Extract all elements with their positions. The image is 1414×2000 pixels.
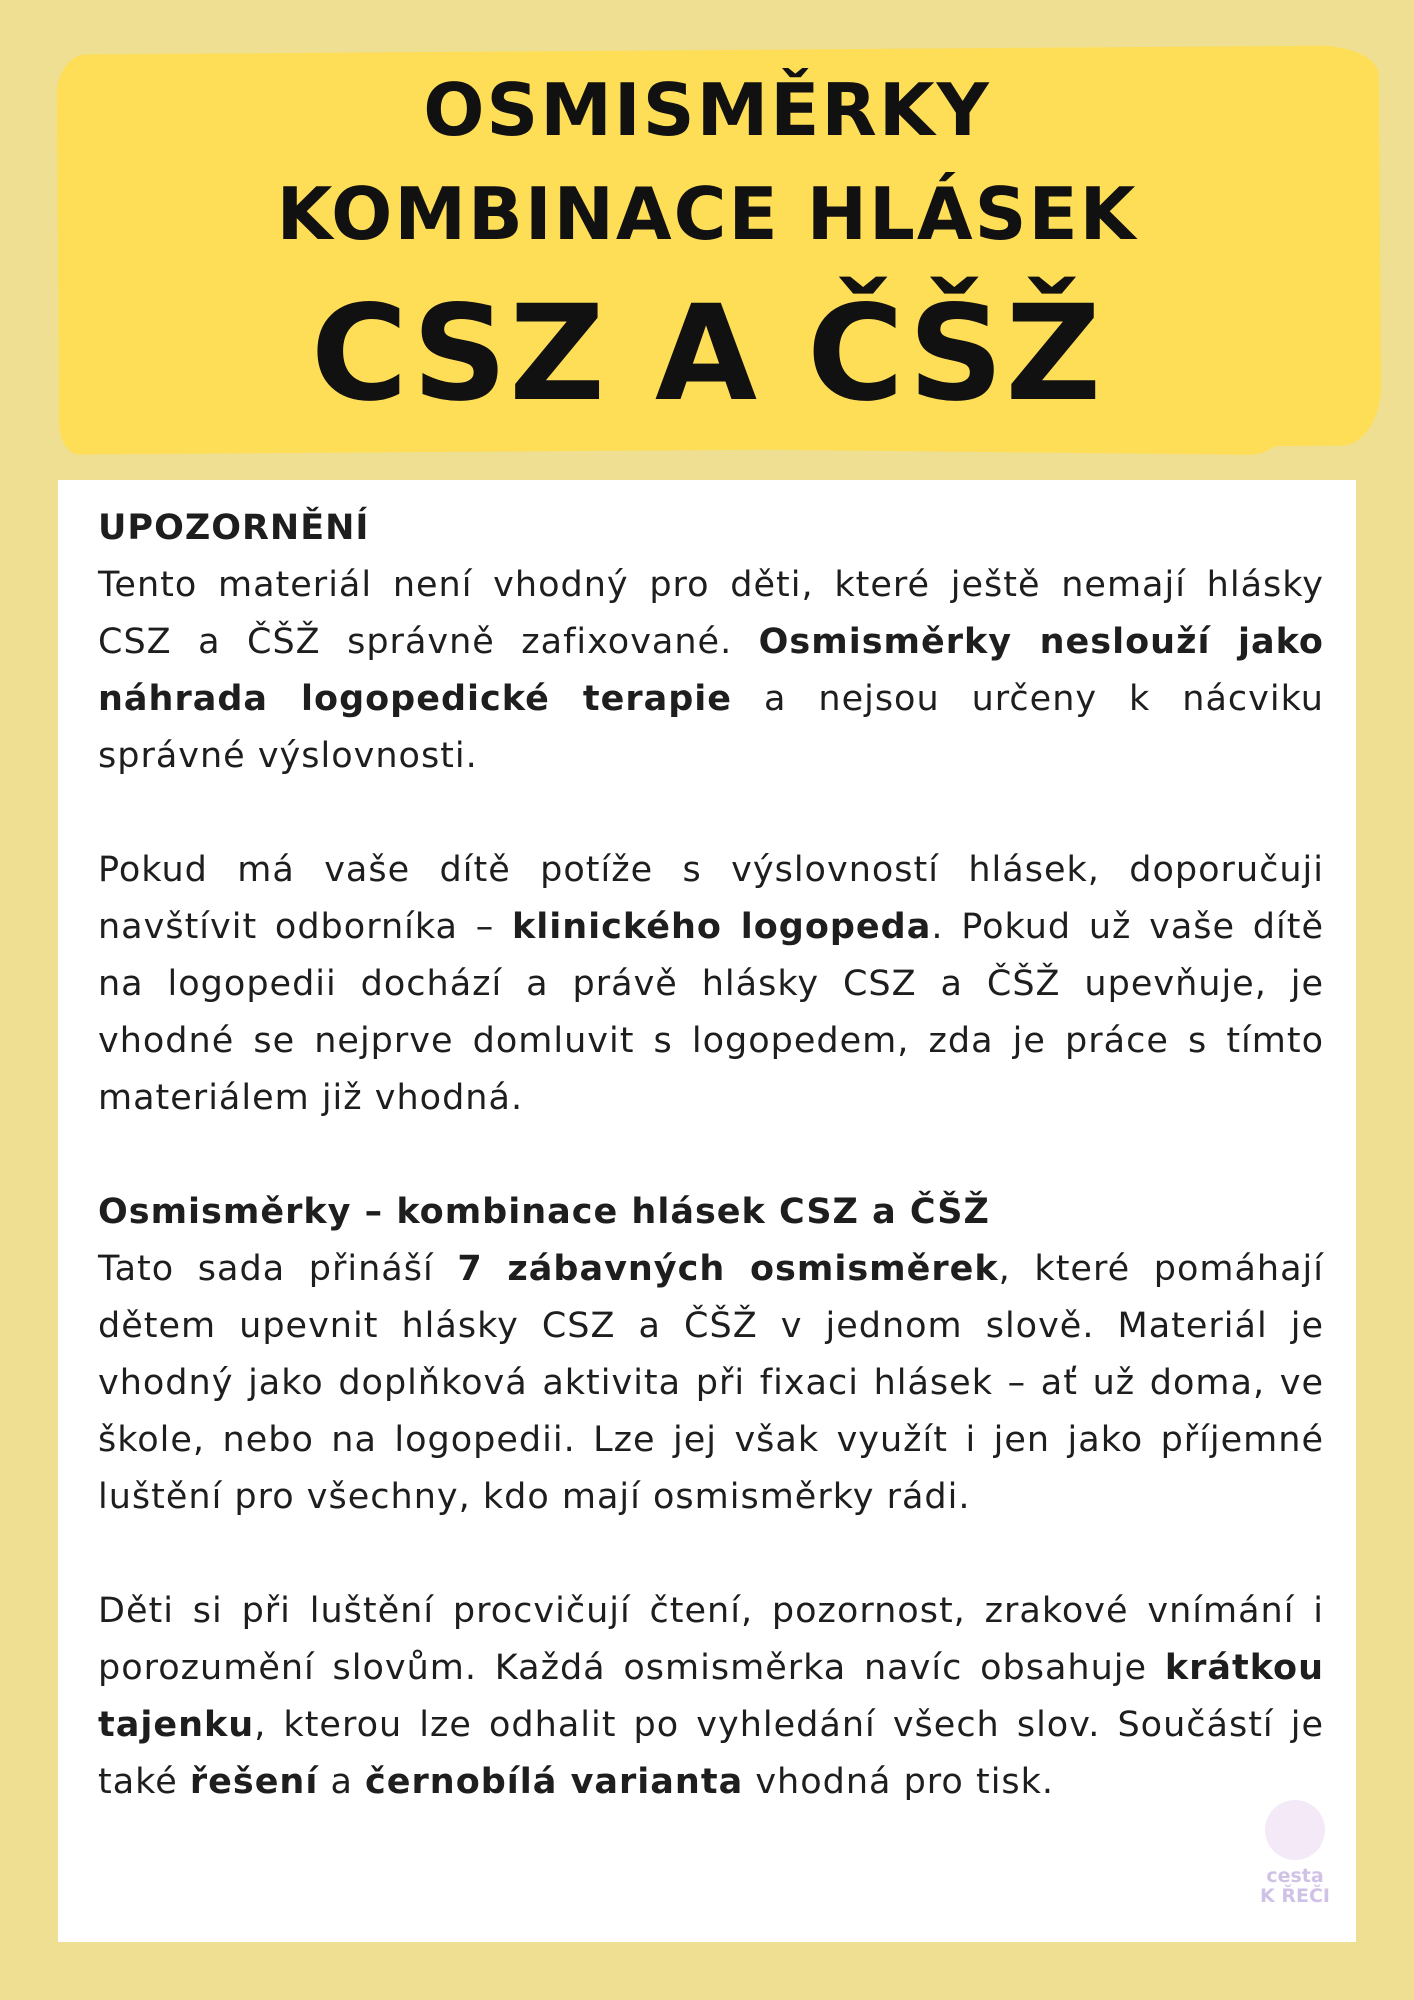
title-line-3: CSZ A ČŠŽ	[310, 277, 1104, 431]
content-text	[98, 500, 1324, 1811]
about-p2-text-c: , kterou lze odhalit po vyhledání všech slov. Součástí je také	[98, 1705, 1324, 1802]
notice-p2-text-c: . Pokud už vaše dítě na logopedii dochází a právě hlásky CSZ a ČŠŽ upevňuje, je vhodné se nejprve domluvit s logopedem, zda je práce s tímto materiálem již vhodná.	[98, 907, 1325, 1118]
notice-p1-bold: Osmisměrky neslouží jako náhrada logopedické terapie	[98, 622, 1324, 719]
about-paragraph-2	[98, 1583, 1324, 1811]
about-heading: Osmisměrky – kombinace hlásek CSZ a ČŠŽ	[98, 1192, 990, 1232]
about-p1-bold: 7 zábavných osmisměrek	[457, 1249, 999, 1289]
content-card	[58, 480, 1356, 1942]
about-p2-text-a: Děti si při luštění procvičují čtení, pozornost, zrakové vnímání i porozumění slovům. Každá osmisměrka navíc obsahuje	[98, 1591, 1324, 1688]
title-line-1: OSMISMĚRKY	[423, 68, 991, 152]
about-p2-bold-1: krátkou tajenku	[98, 1648, 1324, 1745]
watermark-line-2: K ŘEČI	[1260, 1885, 1330, 1907]
page-title	[0, 58, 1414, 434]
about-paragraph-1	[98, 1184, 1324, 1526]
about-p1-text-c: , které pomáhají dětem upevnit hlásky CSZ a ČŠŽ v jednom slově. Materiál je vhodný jako doplňková aktivita při fixaci hlásek – ať už doma, ve škole, nebo na logopedii. Lze jej však využít i jen jako příjemné luštění pro všechny, kdo mají osmisměrky rádi.	[98, 1249, 1324, 1517]
about-p2-bold-2: řešení	[189, 1762, 319, 1802]
brand-watermark	[1250, 1800, 1340, 1906]
about-p2-text-g: vhodná pro tisk.	[743, 1762, 1055, 1802]
notice-p2-text-a: Pokud má vaše dítě potíže s výslovností hlásek, doporučuji navštívit odborníka –	[98, 850, 1324, 947]
notice-paragraph-1	[98, 500, 1324, 785]
title-line-2: KOMBINACE HLÁSEK	[276, 172, 1138, 256]
watermark-line-1: cesta	[1266, 1865, 1324, 1887]
speech-bubble-icon	[1265, 1800, 1325, 1860]
about-p1-text-a: Tato sada přináší	[98, 1249, 458, 1289]
about-p2-bold-3: černobílá varianta	[365, 1762, 744, 1802]
about-p2-text-e: a	[318, 1762, 366, 1802]
notice-p2-bold: klinického logopeda	[511, 907, 932, 947]
notice-paragraph-2	[98, 842, 1324, 1127]
notice-heading: UPOZORNĚNÍ	[98, 508, 370, 548]
notice-p1-text-a: Tento materiál není vhodný pro děti, které ještě nemají hlásky CSZ a ČŠŽ správně zafixované.	[98, 565, 1324, 662]
notice-p1-text-c: a nejsou určeny k nácviku správné výslovnosti.	[98, 679, 1324, 776]
